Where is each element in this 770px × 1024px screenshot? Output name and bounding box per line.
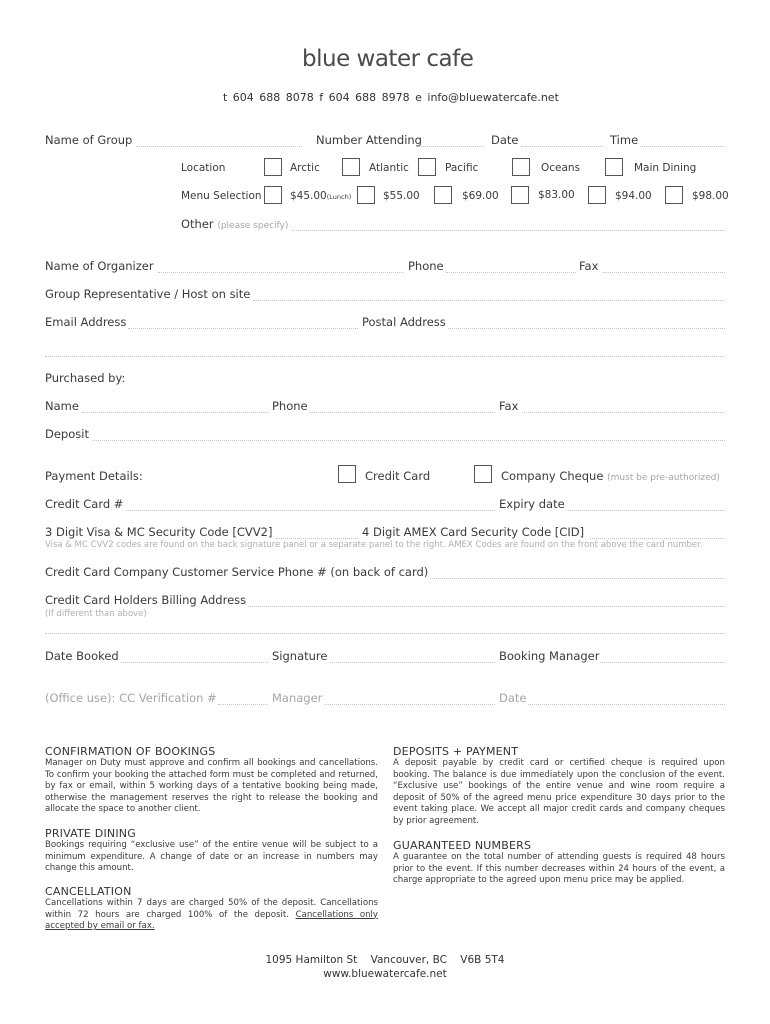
email-label: Email Address: [45, 315, 127, 329]
cid-field[interactable]: [590, 538, 725, 539]
expiry-field[interactable]: [566, 510, 725, 511]
menu-selection-label: Menu Selection: [181, 190, 262, 202]
confirmation-title: CONFIRMATION OF BOOKINGS: [45, 745, 216, 758]
billing-address-field[interactable]: [248, 606, 725, 607]
menu-94-checkbox[interactable]: [588, 186, 606, 204]
location-pacific-checkbox[interactable]: [418, 158, 436, 176]
menu-94-label: $94.00: [615, 190, 652, 202]
organizer-name-label: Name of Organizer: [45, 259, 154, 273]
billing-address-label: Credit Card Holders Billing Address: [45, 593, 247, 607]
location-atlantic-label: Atlantic: [369, 162, 409, 174]
signature-label: Signature: [272, 649, 328, 663]
menu-45-label: $45.00(Lunch): [290, 190, 352, 202]
location-main-dining-checkbox[interactable]: [605, 158, 623, 176]
date-booked-field[interactable]: [121, 662, 268, 663]
cancellation-title: CANCELLATION: [45, 885, 132, 898]
purchaser-phone-field[interactable]: [310, 412, 495, 413]
footer-address: 1095 Hamilton St Vancouver, BC V6B 5T4: [265, 954, 505, 966]
cid-label: 4 Digit AMEX Card Security Code [CID]: [362, 525, 585, 539]
office-verification-label: (Office use): CC Verification #: [45, 691, 217, 705]
group-rep-field[interactable]: [253, 300, 725, 301]
menu-83-checkbox[interactable]: [511, 186, 529, 204]
deposit-label: Deposit: [45, 427, 89, 441]
purchaser-name-field[interactable]: [82, 412, 268, 413]
date-label: Date: [491, 133, 519, 147]
guaranteed-numbers-text: A guarantee on the total number of attending guests is required 48 hours prior to the event. If this number decreases within 24 hours of the event, a charge appropriate to the agreed upon menu price may be applied.: [393, 852, 725, 886]
credit-card-label: Credit Card: [365, 469, 431, 483]
booking-manager-field[interactable]: [600, 662, 725, 663]
email-field[interactable]: [128, 328, 358, 329]
menu-69-checkbox[interactable]: [434, 186, 452, 204]
menu-55-checkbox[interactable]: [357, 186, 375, 204]
postal-field[interactable]: [448, 328, 725, 329]
private-dining-text: Bookings requiring “exclusive use” of the entire venue will be subject to a minimum expenditure. A change of date or an increase in numbers may change this amount.: [45, 840, 378, 874]
office-verification-field[interactable]: [218, 704, 268, 705]
contact-line: t 604 688 8078 f 604 688 8978 e info@bluewatercafe.net: [223, 91, 559, 104]
deposit-field[interactable]: [92, 440, 725, 441]
menu-98-checkbox[interactable]: [665, 186, 683, 204]
organizer-name-field[interactable]: [158, 272, 404, 273]
company-cheque-checkbox[interactable]: [474, 465, 492, 483]
date-booked-label: Date Booked: [45, 649, 119, 663]
office-date-label: Date: [499, 691, 527, 705]
office-manager-label: Manager: [272, 691, 323, 705]
card-number-label: Credit Card #: [45, 497, 124, 511]
deposits-text: A deposit payable by credit card or certified cheque is required upon booking. The balance is due immediately upon the conclusion of the event. “Exclusive use” bookings of the entire venue and wine room require a deposit of 50% of the agreed menu price expenditure 30 days prior to the event taking place. We accept all major credit cards and company cheques by prior agreement.: [393, 758, 725, 826]
purchaser-name-label: Name: [45, 399, 79, 413]
payment-details-label: Payment Details:: [45, 469, 143, 483]
lunch-note: (Lunch): [326, 193, 352, 201]
card-number-field[interactable]: [126, 510, 495, 511]
postal-label: Postal Address: [362, 315, 446, 329]
office-manager-field[interactable]: [324, 704, 495, 705]
cheque-note: (must be pre-authorized): [607, 473, 720, 483]
postal-field-line-2[interactable]: [45, 356, 725, 357]
logo: blue water cafe: [302, 46, 474, 72]
service-phone-label: Credit Card Company Customer Service Phone # (on back of card): [45, 565, 429, 579]
purchaser-phone-label: Phone: [272, 399, 308, 413]
menu-55-label: $55.00: [383, 190, 420, 202]
group-rep-label: Group Representative / Host on site: [45, 287, 251, 301]
location-arctic-checkbox[interactable]: [264, 158, 282, 176]
office-date-field[interactable]: [528, 704, 725, 705]
organizer-phone-label: Phone: [408, 259, 444, 273]
cancellation-text: Cancellations within 7 days are charged 50% of the deposit. Cancellations within 72 hours are charged 100% of the deposit. Cancellations only accepted by email or fax.: [45, 898, 379, 932]
other-hint: (please specify): [217, 221, 289, 231]
location-main-dining-label: Main Dining: [634, 162, 697, 174]
company-cheque-label: Company Cheque (must be pre-authorized): [501, 469, 720, 483]
billing-address-field-line-2[interactable]: [45, 633, 725, 634]
cancellation-underlined: Cancellations only accepted by email or fax.: [45, 909, 379, 932]
location-label: Location: [181, 162, 226, 174]
service-phone-field[interactable]: [430, 578, 725, 579]
cvv2-label: 3 Digit Visa & MC Security Code [CVV2]: [45, 525, 273, 539]
menu-69-label: $69.00: [462, 190, 499, 202]
organizer-fax-field[interactable]: [603, 272, 725, 273]
other-field[interactable]: [292, 230, 725, 231]
purchaser-fax-label: Fax: [499, 399, 519, 413]
location-pacific-label: Pacific: [445, 162, 479, 174]
location-oceans-label: Oceans: [541, 162, 581, 174]
credit-card-checkbox[interactable]: [338, 465, 356, 483]
menu-83-label: $83.00: [538, 189, 575, 201]
deposits-title: DEPOSITS + PAYMENT: [393, 745, 519, 758]
security-code-note: Visa & MC CVV2 codes are found on the back signature panel or a separate panel to the right. AMEX Codes are found on the front above the card number.: [45, 540, 703, 550]
location-atlantic-checkbox[interactable]: [342, 158, 360, 176]
attending-field[interactable]: [421, 146, 484, 147]
organizer-fax-label: Fax: [579, 259, 599, 273]
private-dining-title: PRIVATE DINING: [45, 827, 136, 840]
location-oceans-checkbox[interactable]: [512, 158, 530, 176]
signature-field[interactable]: [330, 662, 495, 663]
organizer-phone-field[interactable]: [446, 272, 576, 273]
time-field[interactable]: [640, 146, 725, 147]
attending-label: Number Attending: [316, 133, 422, 147]
menu-98-label: $98.00: [692, 190, 729, 202]
location-arctic-label: Arctic: [290, 162, 320, 174]
expiry-label: Expiry date: [499, 497, 565, 511]
confirmation-text: Manager on Duty must approve and confirm all bookings and cancellations. To confirm your booking the attached form must be completed and returned, by fax or email, within 5 working days of a tentative booking being made, otherwise the management reserves the right to release the booking and allocate the space to another client.: [45, 758, 378, 815]
guaranteed-numbers-title: GUARANTEED NUMBERS: [393, 839, 532, 852]
purchaser-fax-field[interactable]: [522, 412, 725, 413]
footer-website[interactable]: www.bluewatercafe.net: [323, 968, 447, 980]
other-label: Other (please specify): [181, 217, 289, 231]
booking-manager-label: Booking Manager: [499, 649, 600, 663]
time-label: Time: [610, 133, 639, 147]
group-name-field[interactable]: [136, 146, 302, 147]
cvv2-field[interactable]: [276, 538, 358, 539]
date-field[interactable]: [521, 146, 603, 147]
group-name-label: Name of Group: [45, 133, 133, 147]
purchased-by-heading: Purchased by:: [45, 371, 126, 385]
menu-45-checkbox[interactable]: [264, 186, 282, 204]
billing-address-note: (If different than above): [45, 609, 147, 619]
